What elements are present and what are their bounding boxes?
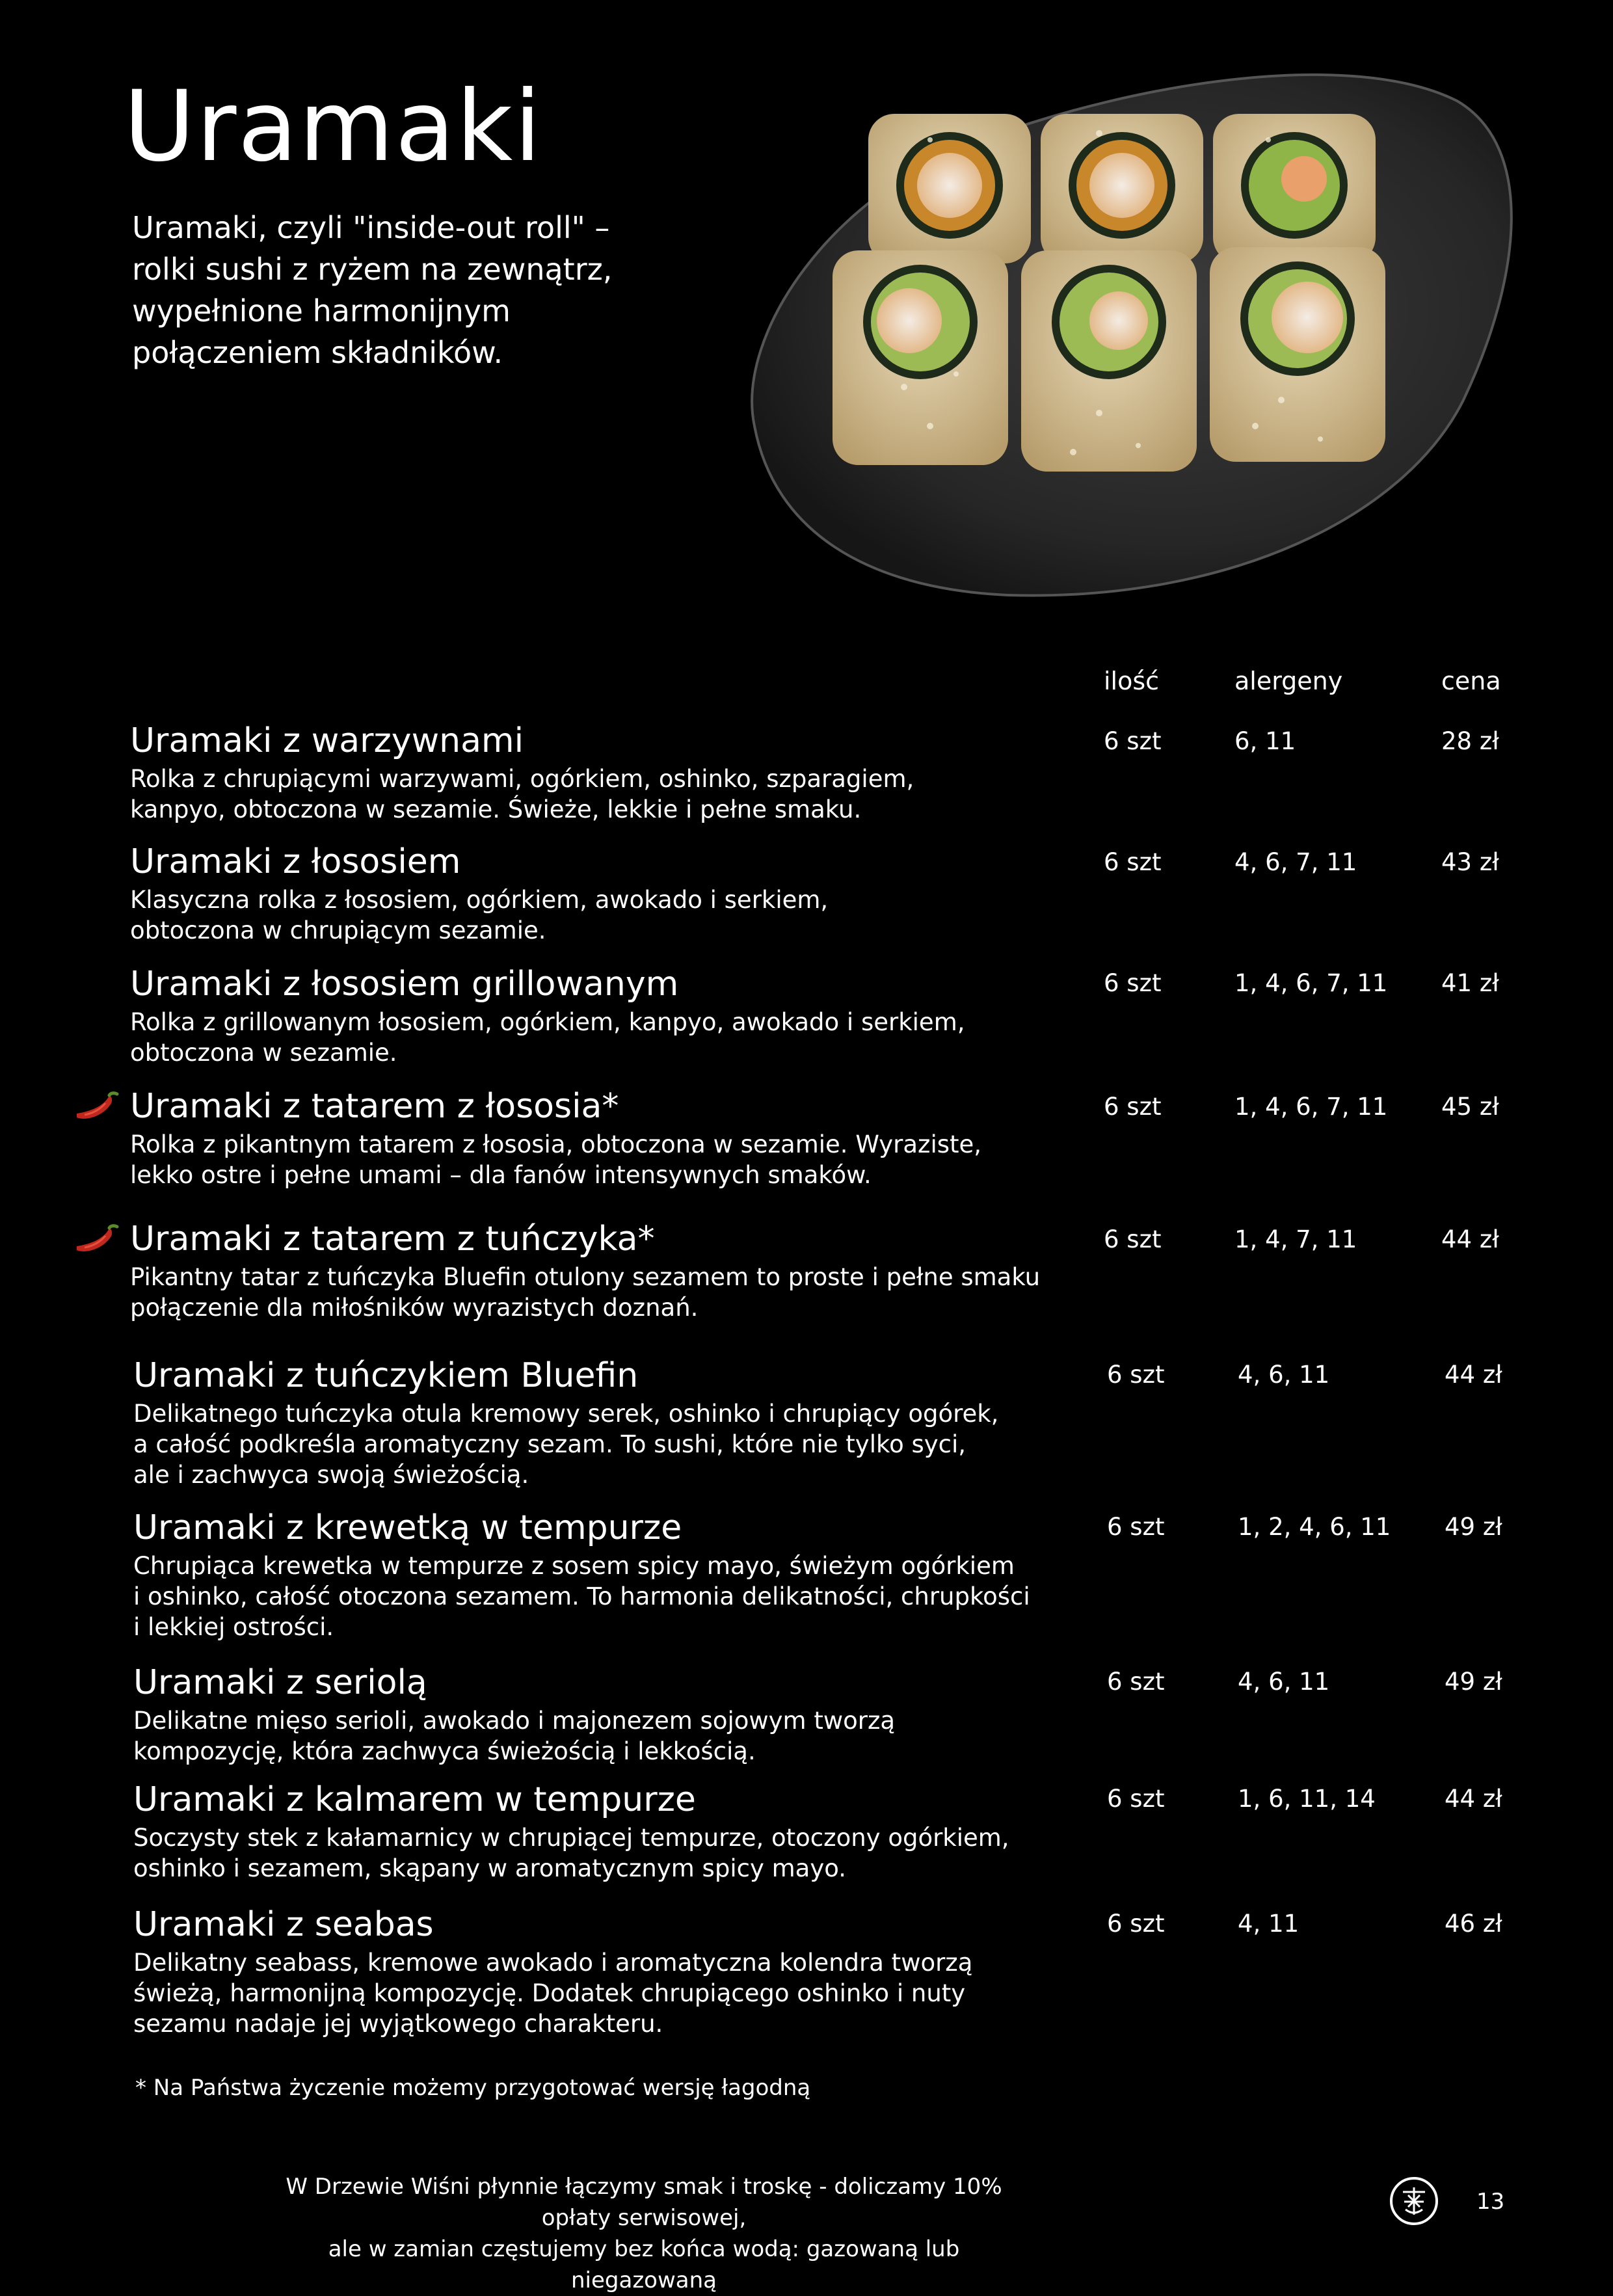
menu-item-name: Uramaki z kalmarem w tempurze xyxy=(133,1780,696,1819)
menu-item-description xyxy=(130,1129,1145,1190)
column-header-allergens: alergeny xyxy=(1234,667,1343,695)
menu-item-allergens: 4, 11 xyxy=(1238,1910,1300,1938)
menu-item-name: Uramaki z łososiem xyxy=(130,842,461,881)
menu-item-price: 44 zł xyxy=(1441,1225,1499,1253)
page-title: Uramaki xyxy=(124,70,542,183)
menu-item-description xyxy=(130,764,1145,825)
footer-line: ale w zamian częstujemy bez końca wodą: gazowaną lub niegazowaną xyxy=(328,2236,960,2293)
description-line: sezamu nadaje jej wyjątkowego charakteru. xyxy=(133,2010,663,2038)
mild-version-note: * Na Państwa życzenie możemy przygotować wersję łagodną xyxy=(135,2075,811,2101)
menu-item xyxy=(133,1355,1148,1490)
menu-item-description xyxy=(133,1705,1148,1767)
menu-item-allergens: 1, 4, 6, 7, 11 xyxy=(1234,1093,1388,1121)
footer-text xyxy=(273,2171,1015,2296)
menu-item-price: 49 zł xyxy=(1445,1668,1502,1696)
menu-item-description xyxy=(130,1007,1145,1068)
menu-item xyxy=(133,1780,1148,1884)
column-header-qty: ilość xyxy=(1104,667,1160,695)
menu-item-name: Uramaki z seabas xyxy=(133,1905,434,1944)
description-line: obtoczona w chrupiącym sezamie. xyxy=(130,916,546,944)
intro-line: rolki sushi z ryżem na zewnątrz, xyxy=(132,252,613,287)
menu-item-description xyxy=(130,1262,1145,1323)
uramaki-photo xyxy=(735,62,1522,608)
menu-item-name: Uramaki z łososiem grillowanym xyxy=(130,965,679,1004)
description-line: Pikantny tatar z tuńczyka Bluefin otulony sezamem to proste i pełne smaku xyxy=(130,1263,1041,1291)
description-line: Delikatnego tuńczyka otula kremowy serek, oshinko i chrupiący ogórek, xyxy=(133,1400,999,1428)
description-line: Rolka z pikantnym tatarem z łososia, obtoczona w sezamie. Wyraziste, xyxy=(130,1130,982,1158)
description-line: kompozycję, która zachwyca świeżością i lekkością. xyxy=(133,1737,756,1765)
intro-line: połączeniem składników. xyxy=(132,335,503,370)
menu-item-allergens: 1, 6, 11, 14 xyxy=(1238,1785,1376,1813)
description-line: Klasyczna rolka z łososiem, ogórkiem, awokado i serkiem, xyxy=(130,886,829,914)
menu-item-description xyxy=(133,1947,1148,2039)
menu-item-description xyxy=(133,1398,1148,1490)
menu-item-name: Uramaki z tatarem z łososia* xyxy=(130,1087,619,1126)
description-line: Delikatne mięso serioli, awokado i majonezem sojowym tworzą xyxy=(133,1707,896,1735)
menu-item xyxy=(133,1508,1148,1642)
menu-item-allergens: 1, 4, 6, 7, 11 xyxy=(1234,969,1388,997)
menu-item-name: Uramaki z seriolą xyxy=(133,1663,427,1702)
menu-item xyxy=(130,721,1145,825)
description-line: świeżą, harmonijną kompozycję. Dodatek chrupiącego oshinko i nuty xyxy=(133,1979,966,2007)
description-line: ale i zachwyca swoją świeżością. xyxy=(133,1461,529,1489)
menu-item-qty: 6 szt xyxy=(1107,1785,1165,1813)
description-line: lekko ostre i pełne umami – dla fanów intensywnych smaków. xyxy=(130,1161,872,1189)
menu-item-qty: 6 szt xyxy=(1104,727,1162,755)
description-line: Soczysty stek z kałamarnicy w chrupiącej tempurze, otoczony ogórkiem, xyxy=(133,1824,1009,1852)
menu-item xyxy=(130,1219,1145,1323)
intro-text xyxy=(132,207,691,373)
description-line: i oshinko, całość otoczona sezamem. To harmonia delikatności, chrupkości xyxy=(133,1582,1030,1610)
menu-item-price: 44 zł xyxy=(1445,1361,1502,1389)
description-line: Rolka z chrupiącymi warzywami, ogórkiem, oshinko, szparagiem, xyxy=(130,765,914,793)
menu-item-price: 43 zł xyxy=(1441,848,1499,876)
menu-item-qty: 6 szt xyxy=(1104,1225,1162,1253)
footer-line: W Drzewie Wiśni płynnie łączymy smak i troskę - doliczamy 10% opłaty serwisowej, xyxy=(286,2174,1002,2231)
menu-item-price: 41 zł xyxy=(1441,969,1499,997)
chili-pepper-icon xyxy=(73,1224,120,1257)
menu-item xyxy=(130,964,1145,1068)
menu-item-name: Uramaki z krewetką w tempurze xyxy=(133,1508,682,1547)
menu-item-description xyxy=(130,885,1145,946)
menu-item-price: 46 zł xyxy=(1445,1910,1502,1938)
menu-item-name: Uramaki z tatarem z tuńczyka* xyxy=(130,1220,655,1259)
description-line: Delikatny seabass, kremowe awokado i aromatyczna kolendra tworzą xyxy=(133,1949,973,1977)
menu-item-allergens: 6, 11 xyxy=(1234,727,1296,755)
description-line: kanpyo, obtoczona w sezamie. Świeże, lekkie i pełne smaku. xyxy=(130,795,862,823)
menu-item-name: Uramaki z tuńczykiem Bluefin xyxy=(133,1356,639,1395)
menu-item-name: Uramaki z warzywnami xyxy=(130,721,524,760)
menu-item-qty: 6 szt xyxy=(1104,848,1162,876)
menu-item xyxy=(133,1662,1148,1767)
menu-item-qty: 6 szt xyxy=(1104,969,1162,997)
description-line: a całość podkreśla aromatyczny sezam. To sushi, które nie tylko syci, xyxy=(133,1430,966,1458)
menu-item-qty: 6 szt xyxy=(1107,1361,1165,1389)
menu-item-price: 44 zł xyxy=(1445,1785,1502,1813)
description-line: oshinko i sezamem, skąpany w aromatycznym spicy mayo. xyxy=(133,1854,846,1882)
description-line: Rolka z grillowanym łososiem, ogórkiem, kanpyo, awokado i serkiem, xyxy=(130,1008,965,1036)
description-line: obtoczona w sezamie. xyxy=(130,1039,397,1067)
menu-item-description xyxy=(133,1551,1148,1642)
chili-pepper-icon xyxy=(73,1091,120,1124)
intro-line: Uramaki, czyli "inside-out roll" – xyxy=(132,210,610,245)
menu-item-price: 45 zł xyxy=(1441,1093,1499,1121)
restaurant-logo-icon xyxy=(1389,2176,1439,2226)
menu-item xyxy=(130,1086,1145,1190)
menu-item-qty: 6 szt xyxy=(1107,1910,1165,1938)
menu-item-allergens: 4, 6, 11 xyxy=(1238,1668,1330,1696)
page-number: 13 xyxy=(1476,2189,1505,2215)
menu-item-price: 28 zł xyxy=(1441,727,1499,755)
menu-item xyxy=(130,842,1145,946)
menu-item-allergens: 4, 6, 7, 11 xyxy=(1234,848,1357,876)
menu-item-allergens: 4, 6, 11 xyxy=(1238,1361,1330,1389)
menu-item xyxy=(133,1904,1148,2039)
menu-item-qty: 6 szt xyxy=(1107,1668,1165,1696)
menu-item-description xyxy=(133,1822,1148,1884)
menu-item-allergens: 1, 4, 7, 11 xyxy=(1234,1225,1357,1253)
intro-line: wypełnione harmonijnym xyxy=(132,293,511,328)
description-line: i lekkiej ostrości. xyxy=(133,1613,334,1641)
menu-item-qty: 6 szt xyxy=(1104,1093,1162,1121)
menu-item-qty: 6 szt xyxy=(1107,1513,1165,1541)
description-line: Chrupiąca krewetka w tempurze z sosem spicy mayo, świeżym ogórkiem xyxy=(133,1552,1015,1580)
description-line: połączenie dla miłośników wyrazistych doznań. xyxy=(130,1294,699,1322)
column-header-price: cena xyxy=(1441,667,1501,695)
menu-item-price: 49 zł xyxy=(1445,1513,1502,1541)
menu-item-allergens: 1, 2, 4, 6, 11 xyxy=(1238,1513,1391,1541)
